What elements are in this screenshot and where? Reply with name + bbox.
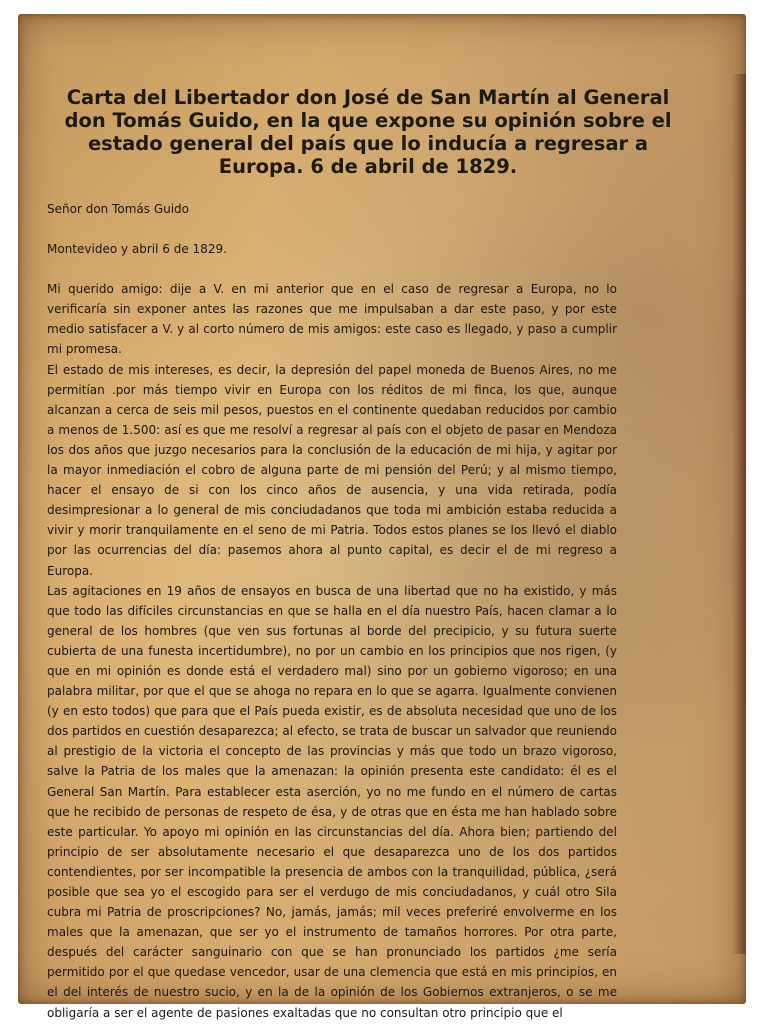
document-title: Carta del Libertador don José de San Martín al General don Tomás Guido, en la que expone su opinión sobre el estado general del país que lo inducía a regresar a Europa. 6 de abril de 1829. <box>64 86 672 178</box>
document-page <box>18 14 746 1020</box>
letter-body <box>47 199 617 1023</box>
letter-paragraph: Las agitaciones en 19 años de ensayos en busca de una libertad que no ha existido, y más que todo las difíciles circunstancias en que se halla en el día nuestro País, hacen clamar a lo general de los hombres (que ven sus fortunas al borde del precipicio, y su futura suerte cubierta de una funesta incertidumbre), no por un cambio en los principios que nos rigen, (y que en mi opinión es donde está el verdadero mal) sino por un gobierno vigoroso; en una palabra militar, por que el que se ahoga no repara en lo que se agarra. Igualmente convienen (y en esto todos) que para que el País pueda existir, es de absoluta necesidad que uno de los dos partidos en cuestión desaparezca; al efecto, se trata de buscar un salvador que reuniendo al prestigio de la victoria el concepto de las provincias y más que todo un brazo vigoroso, salve la Patria de los males que la amenazan: la opinión presenta este candidato: él es el General San Martín. Para establecer esta aserción, yo no me fundo en el número de cartas que he recibido de personas de respeto de ésa, y de otras que en ésta me han hablado sobre este particular. Yo apoyo mi opinión en las circunstancias del día. Ahora bien; partiendo del principio de ser absolutamente necesario el que desaparezca uno de los dos partidos contendientes, por ser incompatible la presencia de ambos con la tranquilidad, pública, ¿será posible que sea yo el escogido para ser el verdugo de mis conciudadanos, y cuál otro Sila cubra mi Patria de proscripciones? No, jamás, jamás; mil veces preferiré envolverme en los males que la amenazan, que ser yo el instrumento de tamaños horrores. Por otra parte, después del carácter sanguinario con que se han pronunciado los partidos ¿me sería permitido por el que quedase vencedor, usar de una clemencia que está en mis principios, en el del interés de nuestro sucio, y en la de la opinión de los Gobiernos extranjeros, o se me obligaría a ser el agente de pasiones exaltadas que no consultan otro principio que el <box>47 583 617 1020</box>
page-edge-stain <box>732 74 746 954</box>
letter-dateline: Montevideo y abril 6 de 1829. <box>47 242 227 257</box>
letter-paragraph: Mi querido amigo: dije a V. en mi anterior que en el caso de regresar a Europa, no lo verificaría sin exponer antes las razones que me impulsaban a dar este paso, y por este medio satisfacer a V. y al corto número de mis amigos: este caso es llegado, y paso a cumplir mi promesa. <box>47 282 617 357</box>
letter-greeting: Señor don Tomás Guido <box>47 202 190 216</box>
letter-paragraph: El estado de mis intereses, es decir, la depresión del papel moneda de Buenos Aires, no me permitían .por más tiempo vivir en Europa con los réditos de mi finca, los que, aunque alcanzan a cerca de seis mil pesos, puestos en el continente quedaban reducidos por cambio a menos de 1.500: así es que me resolví a regresar al país con el objeto de pasar en Mendoza los dos años que juzgo necesarios para la conclusión de la educación de mi hija, y agitar por la mayor inmediación el cobro de alguna parte de mi pensión del Perú; y al mismo tiempo, hacer el ensayo de si con los cinco años de ausencia, y una vida retirada, podía desimpresionar a lo general de mis conciudadanos que toda mi ambición estaba reducida a vivir y morir tranquilamente en el seno de mi Patria. Todos estos planes se los llevó el diablo por las ocurrencias del día: pasemos ahora al punto capital, es decir el de mi regreso a Europa. <box>47 362 617 578</box>
